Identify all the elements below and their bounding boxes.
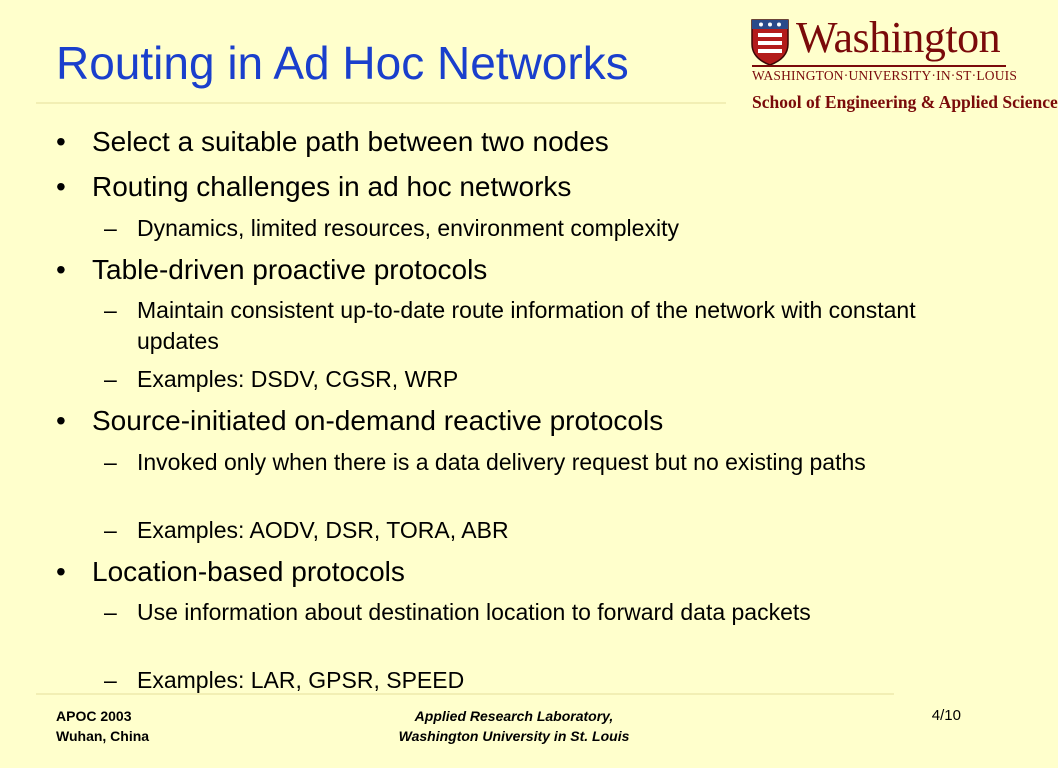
title-divider — [36, 102, 726, 104]
sub-bullet-mark: – — [104, 517, 117, 543]
bullet-mark: • — [56, 405, 66, 436]
sub-bullet-text: Use information about destination location to forward data packets — [137, 599, 811, 625]
footer-lab: Applied Research Laboratory, — [414, 708, 614, 724]
shield-icon — [750, 18, 790, 66]
university-logo — [748, 12, 1058, 116]
sub-bullet-mark: – — [104, 366, 117, 392]
sub-bullet-text: Examples: LAR, GPSR, SPEED — [137, 667, 465, 693]
sub-bullet-text: Invoked only when there is a data delivery request but no existing paths — [137, 449, 866, 475]
bullet-mark: • — [56, 126, 66, 157]
footer-conference — [56, 706, 149, 746]
bullet-mark: • — [56, 556, 66, 587]
footer-divider — [36, 693, 894, 695]
logo-divider — [752, 65, 1006, 67]
bullet-text: Select a suitable path between two nodes — [92, 126, 609, 157]
sub-bullet-mark: – — [104, 599, 117, 625]
bullet-mark: • — [56, 171, 66, 202]
sub-bullet-text: Examples: AODV, DSR, TORA, ABR — [137, 517, 509, 543]
logo-school-name: School of Engineering & Applied Science — [752, 92, 1058, 112]
logo-wordmark: Washington — [796, 13, 1001, 62]
sub-bullet-mark: – — [104, 297, 117, 323]
sub-bullet-mark: – — [104, 215, 117, 241]
bullet-text: Table-driven proactive protocols — [92, 254, 488, 285]
bullet-mark: • — [56, 254, 66, 285]
sub-bullet-text: Dynamics, limited resources, environment complexity — [137, 215, 679, 241]
slide-title: Routing in Ad Hoc Networks — [56, 37, 629, 89]
footer-conference-location: Wuhan, China — [56, 728, 150, 744]
footer-affiliation — [330, 706, 698, 746]
footer-university: Washington University in St. Louis — [398, 728, 630, 744]
bullet-text: Location-based protocols — [92, 556, 405, 587]
bullet-text: Routing challenges in ad hoc networks — [92, 171, 572, 202]
footer-conference-name: APOC 2003 — [56, 708, 132, 724]
sub-bullet-mark: – — [104, 449, 117, 475]
bullet-text: Source-initiated on-demand reactive protocols — [92, 405, 664, 436]
sub-bullet-text: Maintain consistent up-to-date route information of the network with constant updates — [137, 297, 916, 354]
logo-university-name: WASHINGTON·UNIVERSITY·IN·ST·LOUIS — [752, 68, 1018, 83]
sub-bullet-text: Examples: DSDV, CGSR, WRP — [137, 366, 459, 392]
sub-bullet-mark: – — [104, 667, 117, 693]
slide-number: 4/10 — [931, 707, 961, 724]
